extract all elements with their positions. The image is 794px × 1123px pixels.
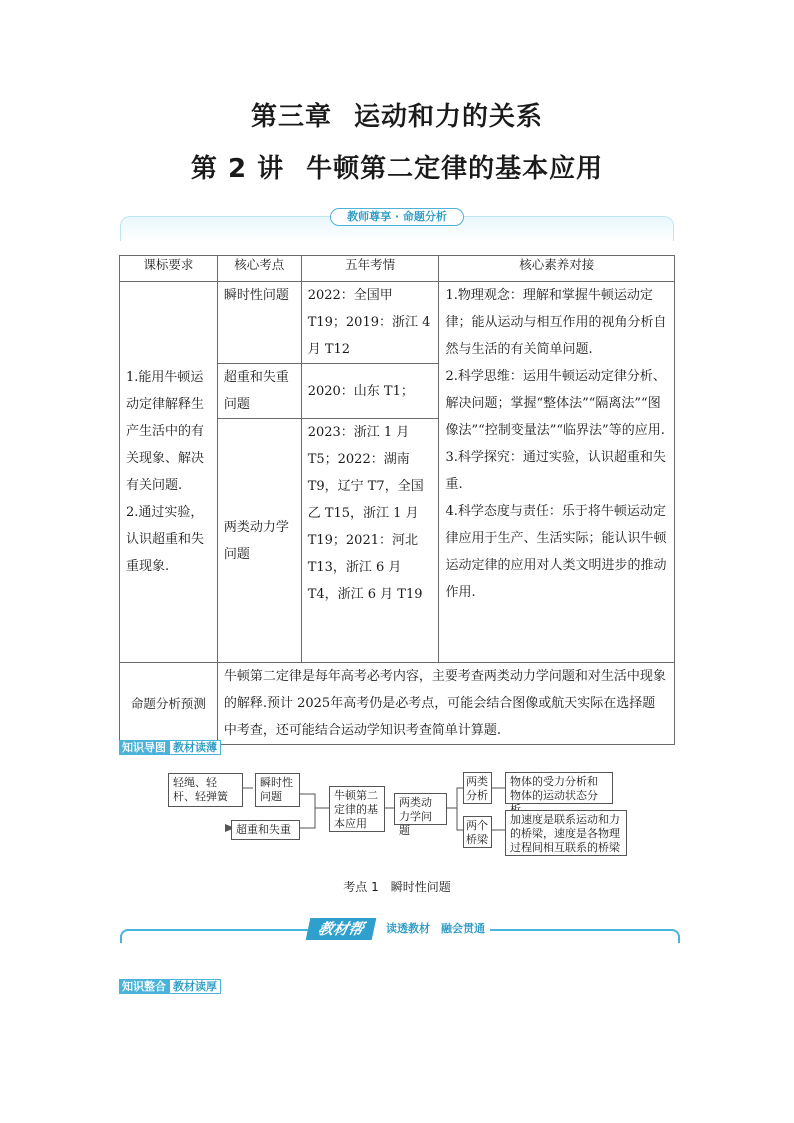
- teacher-banner: [120, 206, 674, 236]
- requirement-cell: 1.能用牛顿运动定律解释生产生活中的有关现象、解决有关问题. 2.通过实验，认识超重和失重现象.: [120, 282, 218, 663]
- topic-overweight: 超重和失重问题: [217, 364, 301, 419]
- forecast-label: 命题分析预测: [120, 663, 218, 745]
- help-subtitle: 读透教材 融会贯通: [382, 920, 489, 936]
- forecast-text: 牛顿第二定律是每年高考必考内容，主要考查两类动力学问题和对生活中现象的解释.预计 2025年高考仍是必考点，可能会结合图像或航天实际在选择题中考查，还可能结合运动学知识考查简单计算题.: [217, 663, 674, 745]
- knowledge-integration-tag: 知识整合 教材读厚: [119, 979, 221, 994]
- exams-overweight: 2020：山东 T1；: [301, 364, 439, 419]
- header-topic: 核心考点: [217, 256, 301, 282]
- chapter-title: 第三章 运动和力的关系: [250, 102, 544, 132]
- map-node-bridge-text: 加速度是联系运动和力的桥梁，速度是各物理过程间相互联系的桥梁: [505, 810, 627, 856]
- topic-twotype: 两类动力学问题: [217, 419, 301, 663]
- map-node-bridge: 两个桥梁: [463, 816, 492, 848]
- map-node-analysis-text: 物体的受力分析和物体的运动状态分: [505, 772, 613, 804]
- map-node-center: 牛顿第二定律的基本应用: [329, 786, 385, 832]
- help-logo: 教材帮: [306, 918, 377, 940]
- textbook-help-bar: [120, 915, 680, 945]
- mind-map: [165, 768, 635, 858]
- header-exams: 五年考情: [301, 256, 439, 282]
- map-node-rope: 轻绳、轻杆、轻弹簧: [168, 773, 243, 807]
- section-title: 考点 1 瞬时性问题: [343, 880, 451, 894]
- exams-instant: 2022：全国甲 T19；2019：浙江 4 月 T12: [301, 282, 439, 364]
- map-node-overweight: 超重和失重: [231, 820, 300, 840]
- map-node-instant: 瞬时性问题: [255, 773, 300, 807]
- literacy-cell: 1.物理观念：理解和掌握牛顿运动定律；能从运动与相互作用的视角分析自然与生活的有关简单问题. 2.科学思维：运用牛顿运动定律分析、解决问题；掌握“整体法”“隔离法”“图像法”“控制变量法”“临界法”等的应用. 3.科学探究：通过实验，认识超重和失重. 4.科学态度与责任：乐于将牛顿运动定律应用于生产、生活实际；能认识牛顿运动定律的应用对人类文明进步的推动作用.: [439, 282, 675, 663]
- knowledge-map-tag: 知识导图 教材读薄: [119, 740, 221, 755]
- exams-twotype: 2023：浙江 1 月 T5；2022：湖南 T9，辽宁 T7，全国乙 T15，浙江 1 月 T19；2021：河北 T13，浙江 6 月 T4，浙江 6 月 T19: [301, 419, 439, 663]
- topic-instant: 瞬时性问题: [217, 282, 301, 364]
- map-node-twotype: 两类动力学问题: [394, 793, 447, 825]
- header-literacy: 核心素养对接: [439, 256, 675, 282]
- banner-label: 教师尊享 · 命题分析: [330, 208, 464, 226]
- analysis-table: [119, 255, 675, 745]
- map-node-analysis: 两类分析: [463, 772, 492, 804]
- header-requirement: 课标要求: [120, 256, 218, 282]
- lesson-title: 第 2 讲 牛顿第二定律的基本应用: [190, 154, 604, 184]
